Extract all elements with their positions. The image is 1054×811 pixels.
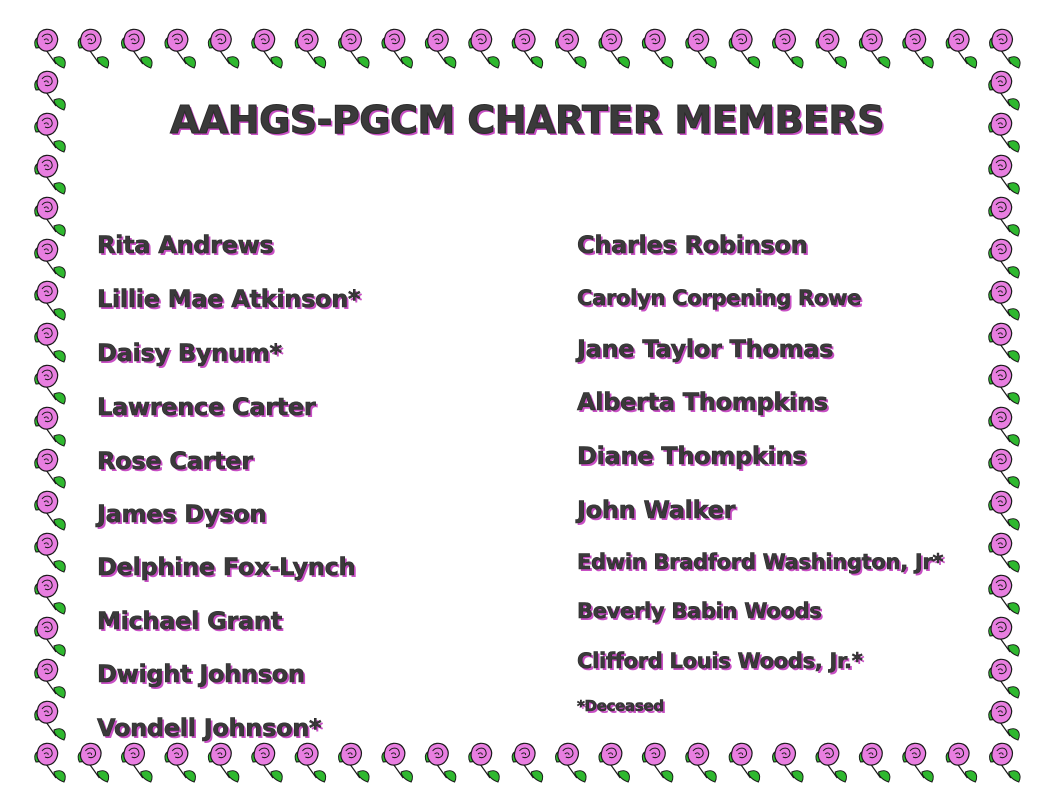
rose-icon — [556, 29, 587, 68]
rose-icon — [35, 407, 66, 446]
rose-icon — [165, 29, 196, 68]
rose-icon — [773, 29, 804, 68]
rose-icon — [35, 617, 66, 656]
member-name: John Walker — [577, 496, 736, 524]
rose-icon — [773, 743, 804, 782]
rose-icon — [35, 701, 66, 740]
rose-icon — [382, 29, 413, 68]
rose-icon — [295, 29, 326, 68]
rose-icon — [990, 743, 1021, 782]
rose-icon — [122, 743, 153, 782]
rose-icon — [989, 281, 1020, 320]
rose-icon — [989, 323, 1020, 362]
rose-icon — [989, 575, 1020, 614]
member-name: Rose Carter — [97, 447, 253, 475]
rose-icon — [946, 29, 977, 68]
rose-icon — [35, 239, 66, 278]
rose-icon — [989, 155, 1020, 194]
rose-icon — [729, 29, 760, 68]
rose-icon — [989, 407, 1020, 446]
rose-icon — [989, 449, 1020, 488]
deceased-footnote: *Deceased — [577, 697, 664, 715]
rose-icon — [989, 365, 1020, 404]
rose-icon — [78, 743, 109, 782]
rose-icon — [556, 743, 587, 782]
rose-icon — [122, 29, 153, 68]
rose-icon — [989, 659, 1020, 698]
member-name: Rita Andrews — [97, 231, 274, 259]
rose-icon — [859, 29, 890, 68]
rose-icon — [599, 29, 630, 68]
rose-icon — [989, 197, 1020, 236]
rose-icon — [642, 29, 673, 68]
member-name: Beverly Babin Woods — [577, 599, 822, 623]
member-name: Diane Thompkins — [577, 442, 807, 470]
rose-icon — [35, 365, 66, 404]
rose-icon — [35, 491, 66, 530]
member-name: Daisy Bynum* — [97, 339, 282, 367]
rose-icon — [816, 29, 847, 68]
rose-icon — [989, 491, 1020, 530]
rose-icon — [35, 281, 66, 320]
member-name: Delphine Fox-Lynch — [97, 553, 356, 581]
rose-icon — [165, 743, 196, 782]
rose-icon — [989, 617, 1020, 656]
rose-icon — [946, 743, 977, 782]
member-name: James Dyson — [97, 500, 267, 528]
rose-icon — [339, 743, 370, 782]
rose-icon — [35, 575, 66, 614]
rose-icon — [903, 743, 934, 782]
rose-icon — [35, 155, 66, 194]
page-title: AAHGS-PGCM CHARTER MEMBERS — [169, 98, 885, 142]
member-name: Carolyn Corpening Rowe — [577, 286, 862, 310]
rose-icon — [990, 29, 1021, 68]
member-name: Lawrence Carter — [97, 393, 316, 421]
rose-icon — [35, 659, 66, 698]
rose-icon — [35, 449, 66, 488]
member-name: Lillie Mae Atkinson* — [97, 285, 361, 313]
rose-icon — [78, 29, 109, 68]
rose-icon — [35, 29, 66, 68]
member-name: Jane Taylor Thomas — [577, 335, 834, 363]
rose-icon — [252, 29, 283, 68]
rose-icon — [729, 743, 760, 782]
rose-icon — [252, 743, 283, 782]
rose-icon — [642, 743, 673, 782]
rose-icon — [339, 29, 370, 68]
member-name: Edwin Bradford Washington, Jr* — [577, 550, 944, 574]
rose-icon — [35, 323, 66, 362]
rose-icon — [816, 743, 847, 782]
rose-icon — [903, 29, 934, 68]
member-name: Michael Grant — [97, 607, 282, 635]
rose-icon — [35, 533, 66, 572]
rose-icon — [425, 743, 456, 782]
rose-icon — [989, 239, 1020, 278]
rose-icon — [425, 29, 456, 68]
rose-icon — [382, 743, 413, 782]
rose-icon — [599, 743, 630, 782]
rose-icon — [859, 743, 890, 782]
member-name: Vondell Johnson* — [97, 714, 322, 742]
rose-icon — [512, 29, 543, 68]
rose-icon — [512, 743, 543, 782]
rose-icon — [686, 29, 717, 68]
rose-icon — [469, 743, 500, 782]
member-name: Dwight Johnson — [97, 660, 305, 688]
rose-icon — [35, 197, 66, 236]
rose-icon — [989, 701, 1020, 740]
rose-icon — [35, 743, 66, 782]
member-name: Alberta Thompkins — [577, 388, 828, 416]
rose-icon — [208, 743, 239, 782]
rose-icon — [686, 743, 717, 782]
member-name: Clifford Louis Woods, Jr.* — [577, 649, 863, 673]
rose-icon — [989, 533, 1020, 572]
rose-icon — [208, 29, 239, 68]
rose-icon — [469, 29, 500, 68]
member-name: Charles Robinson — [577, 231, 808, 259]
rose-icon — [295, 743, 326, 782]
